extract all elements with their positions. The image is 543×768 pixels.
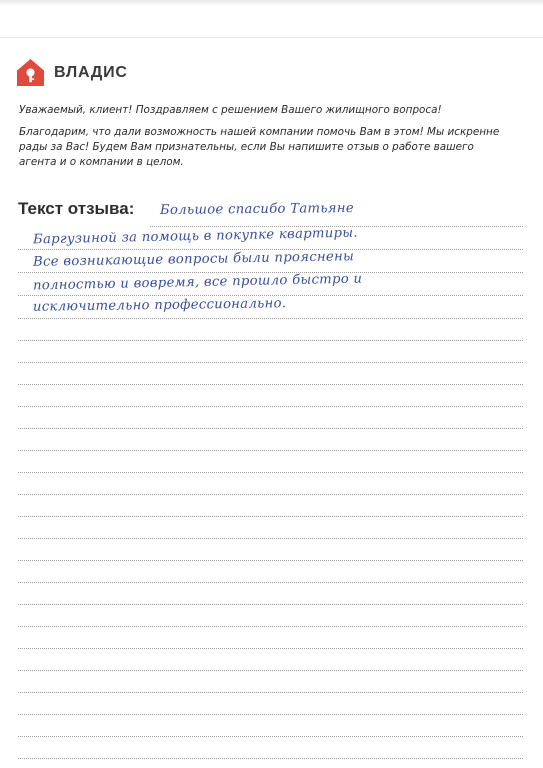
handwritten-line: полностью и вовремя, все прошло быстро и: [32, 271, 363, 294]
ruled-line: [18, 560, 523, 561]
ruled-line: [18, 648, 523, 649]
ruled-line: [18, 516, 523, 517]
handwritten-line: Большое спасибо Татьяне: [159, 200, 354, 219]
header-divider: [0, 37, 543, 38]
page-edge: [0, 0, 543, 6]
greeting-text: Уважаемый, клиент! Поздравляем с решением Вашего жилищного вопроса!: [19, 104, 442, 116]
ruled-line: [18, 318, 523, 319]
ruled-line: [18, 472, 523, 473]
ruled-line: [18, 384, 523, 385]
thanks-text: Благодарим, что дали возможность нашей компании помочь Вам в этом! Мы искренне рады за Вас! Будем Вам признательны, если Вы напишите отзыв о работе вашего агента и о компании в целом.: [19, 126, 500, 168]
ruled-line: [18, 340, 523, 341]
ruled-line: [18, 538, 523, 539]
ruled-line: [18, 626, 523, 627]
handwritten-line: Баргузиной за помощь в покупке квартиры.: [32, 225, 358, 248]
ruled-line: [18, 494, 523, 495]
handwritten-line: исключительно профессионально.: [32, 296, 287, 315]
ruled-line: [18, 406, 523, 407]
ruled-line: [18, 604, 523, 605]
ruled-line: [18, 362, 523, 363]
ruled-line: [18, 428, 523, 429]
brand-name: ВЛАДИС: [54, 63, 128, 81]
house-key-icon: [16, 58, 45, 87]
ruled-line: [18, 582, 523, 583]
review-label: Текст отзыва:: [18, 199, 135, 218]
ruled-line: [18, 450, 523, 451]
ruled-line: [18, 758, 523, 759]
ruled-line: [18, 670, 523, 671]
ruled-line: [18, 714, 523, 715]
ruled-line: [18, 692, 523, 693]
brand-logo: [16, 58, 128, 87]
ruled-line: [18, 736, 523, 737]
handwritten-line: Все возникающие вопросы были прояснены: [32, 249, 355, 270]
